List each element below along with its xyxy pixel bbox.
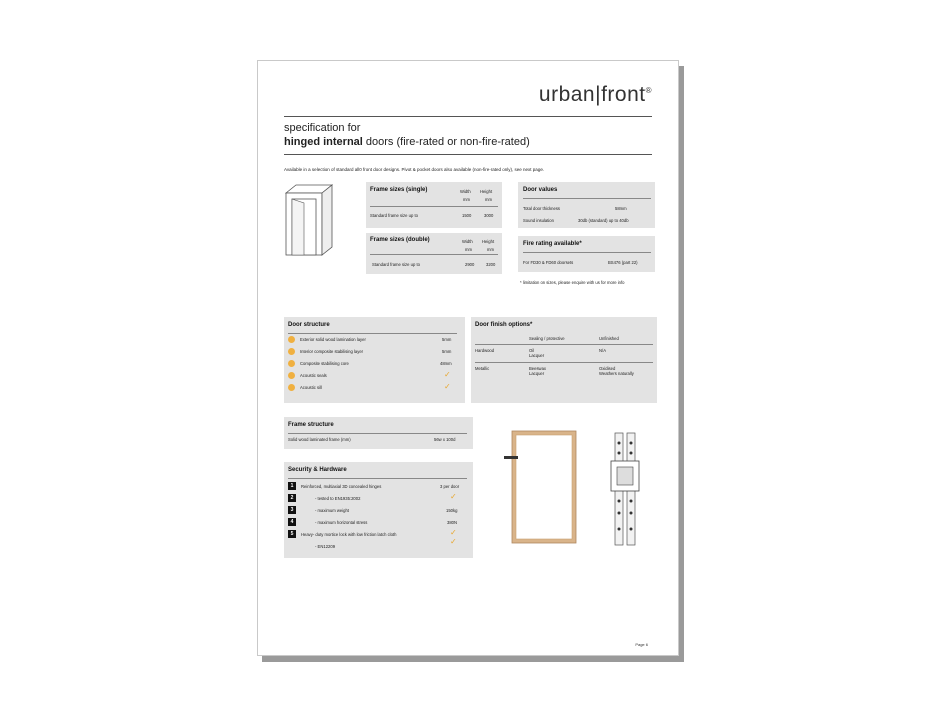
frame-sizes-single-box xyxy=(366,182,502,228)
hinge-illustration xyxy=(607,431,643,549)
row-value: 48mm xyxy=(440,361,452,366)
row-label: Reinforced, multiaxial 3D concealed hinges xyxy=(301,484,382,489)
finish-material: Metallic xyxy=(475,366,490,371)
number-marker xyxy=(288,360,295,367)
row-value: 380N xyxy=(447,520,458,525)
row-divider xyxy=(288,333,457,334)
frame-sizes-single-title: Frame sizes (single) xyxy=(370,187,428,193)
frame-structure-box xyxy=(284,417,473,449)
unit: mm xyxy=(465,247,472,252)
frame-sizes-double-box xyxy=(366,233,502,274)
finish-sealing: Beeswax Lacquer xyxy=(529,366,546,376)
door-values-box xyxy=(518,182,655,228)
number-marker xyxy=(288,348,295,355)
row-label: Interior composite stabilising layer xyxy=(300,349,364,354)
page-number: Page 6 xyxy=(635,642,648,647)
door-finish-title: Door finish options* xyxy=(475,322,533,328)
fire-rating-box xyxy=(518,236,655,272)
frame-structure-title: Frame structure xyxy=(288,422,334,428)
row-divider xyxy=(370,206,498,207)
finish-unfinished: Oxidised Weathers naturally xyxy=(599,366,634,376)
row-label: - maximum horizontal stress xyxy=(315,520,368,525)
divider xyxy=(284,116,652,117)
number-marker xyxy=(288,384,295,391)
door-value: 58mm xyxy=(615,206,627,211)
fire-rating-label: For FD30 & FD60 doorsets xyxy=(523,260,574,265)
row-divider xyxy=(475,362,653,363)
divider xyxy=(284,154,652,155)
check-icon: ✓ xyxy=(450,537,457,546)
row-value: 5mm xyxy=(442,349,452,354)
row-divider xyxy=(370,254,498,255)
unit: mm xyxy=(463,197,470,202)
col-width: Width xyxy=(460,189,471,194)
row-label: Standard frame size up to xyxy=(372,262,420,267)
fire-rating-title: Fire rating available* xyxy=(523,241,582,247)
frame-structure-label: Solid wood laminated frame (mm) xyxy=(288,437,351,442)
brand-logo: urban|front® xyxy=(538,83,652,106)
door-value-label: Sound insulation xyxy=(523,218,554,223)
door-structure-title: Door structure xyxy=(288,322,330,328)
col-height: Height xyxy=(482,239,495,244)
row-label: - EN12209 xyxy=(315,544,336,549)
col-header: Unfinished xyxy=(599,336,619,341)
fire-rating-value: BS476 (part 22) xyxy=(608,260,638,265)
finish-unfinished: N/A xyxy=(599,348,606,353)
col-width: Width xyxy=(462,239,473,244)
unit: mm xyxy=(485,197,492,202)
row-divider xyxy=(523,198,651,199)
row-value: 150kg xyxy=(446,508,458,513)
number-marker: 2 xyxy=(288,494,296,502)
number-marker: 3 xyxy=(288,506,296,514)
check-icon: ✓ xyxy=(444,382,451,391)
finish-material: Hardwood xyxy=(475,348,495,353)
page-title-line1: specification for xyxy=(284,122,361,134)
page-title-line2: hinged internal doors (fire-rated or non-fire-rated) xyxy=(284,136,530,148)
door-value-label: Total door thickness xyxy=(523,206,561,211)
row-label: - maximum weight xyxy=(315,508,349,513)
fire-note: * limitation on sizes, please enquire with us for more info xyxy=(520,280,625,285)
number-marker: 1 xyxy=(288,482,296,490)
width-value: 2900 xyxy=(465,262,475,267)
frame-structure-value: 56w x 100d xyxy=(434,437,456,442)
number-marker: 4 xyxy=(288,518,296,526)
row-divider xyxy=(288,433,467,434)
number-marker xyxy=(288,372,295,379)
document-page xyxy=(257,60,679,656)
row-divider xyxy=(475,344,653,345)
row-value: 5mm xyxy=(442,337,452,342)
intro-text: Available in a selection of standard all0 front door designs. Pivot & pocket doors also available (non-fire-rated only), see next page. xyxy=(284,167,545,172)
height-value: 3200 xyxy=(486,262,496,267)
check-icon: ✓ xyxy=(444,370,451,379)
door-frame-sketch xyxy=(282,183,338,257)
row-label: Standard frame size up to xyxy=(370,213,418,218)
row-label: - tested to EN1935:2002 xyxy=(315,496,361,501)
door-structure-box xyxy=(284,317,465,403)
height-value: 3000 xyxy=(484,213,494,218)
door-illustration xyxy=(504,427,584,547)
row-label: Heavy- duty mortice lock with low friction latch cloth xyxy=(301,532,397,537)
row-label: Composite stabilising core xyxy=(300,361,349,366)
row-label: Acoustic seals xyxy=(300,373,327,378)
number-marker: 5 xyxy=(288,530,296,538)
security-hardware-box xyxy=(284,462,473,558)
col-height: Height xyxy=(480,189,493,194)
door-values-title: Door values xyxy=(523,187,558,193)
check-icon: ✓ xyxy=(450,528,457,537)
width-value: 1500 xyxy=(462,213,472,218)
number-marker xyxy=(288,336,295,343)
check-icon: ✓ xyxy=(450,492,457,501)
door-value: 30db (standard) up to 40db xyxy=(578,218,629,223)
col-header: Sealing / protective xyxy=(529,336,565,341)
row-value: 3 per door xyxy=(440,484,460,489)
frame-sizes-double-title: Frame sizes (double) xyxy=(370,237,430,243)
door-finish-box xyxy=(471,317,657,403)
row-divider xyxy=(523,252,651,253)
row-label: Exterior solid wood lamination layer xyxy=(300,337,366,342)
finish-sealing: Oil Lacquer xyxy=(529,348,545,358)
row-divider xyxy=(288,478,467,479)
row-label: Acoustic sill xyxy=(300,385,322,390)
unit: mm xyxy=(487,247,494,252)
security-title: Security & Hardware xyxy=(288,467,347,473)
